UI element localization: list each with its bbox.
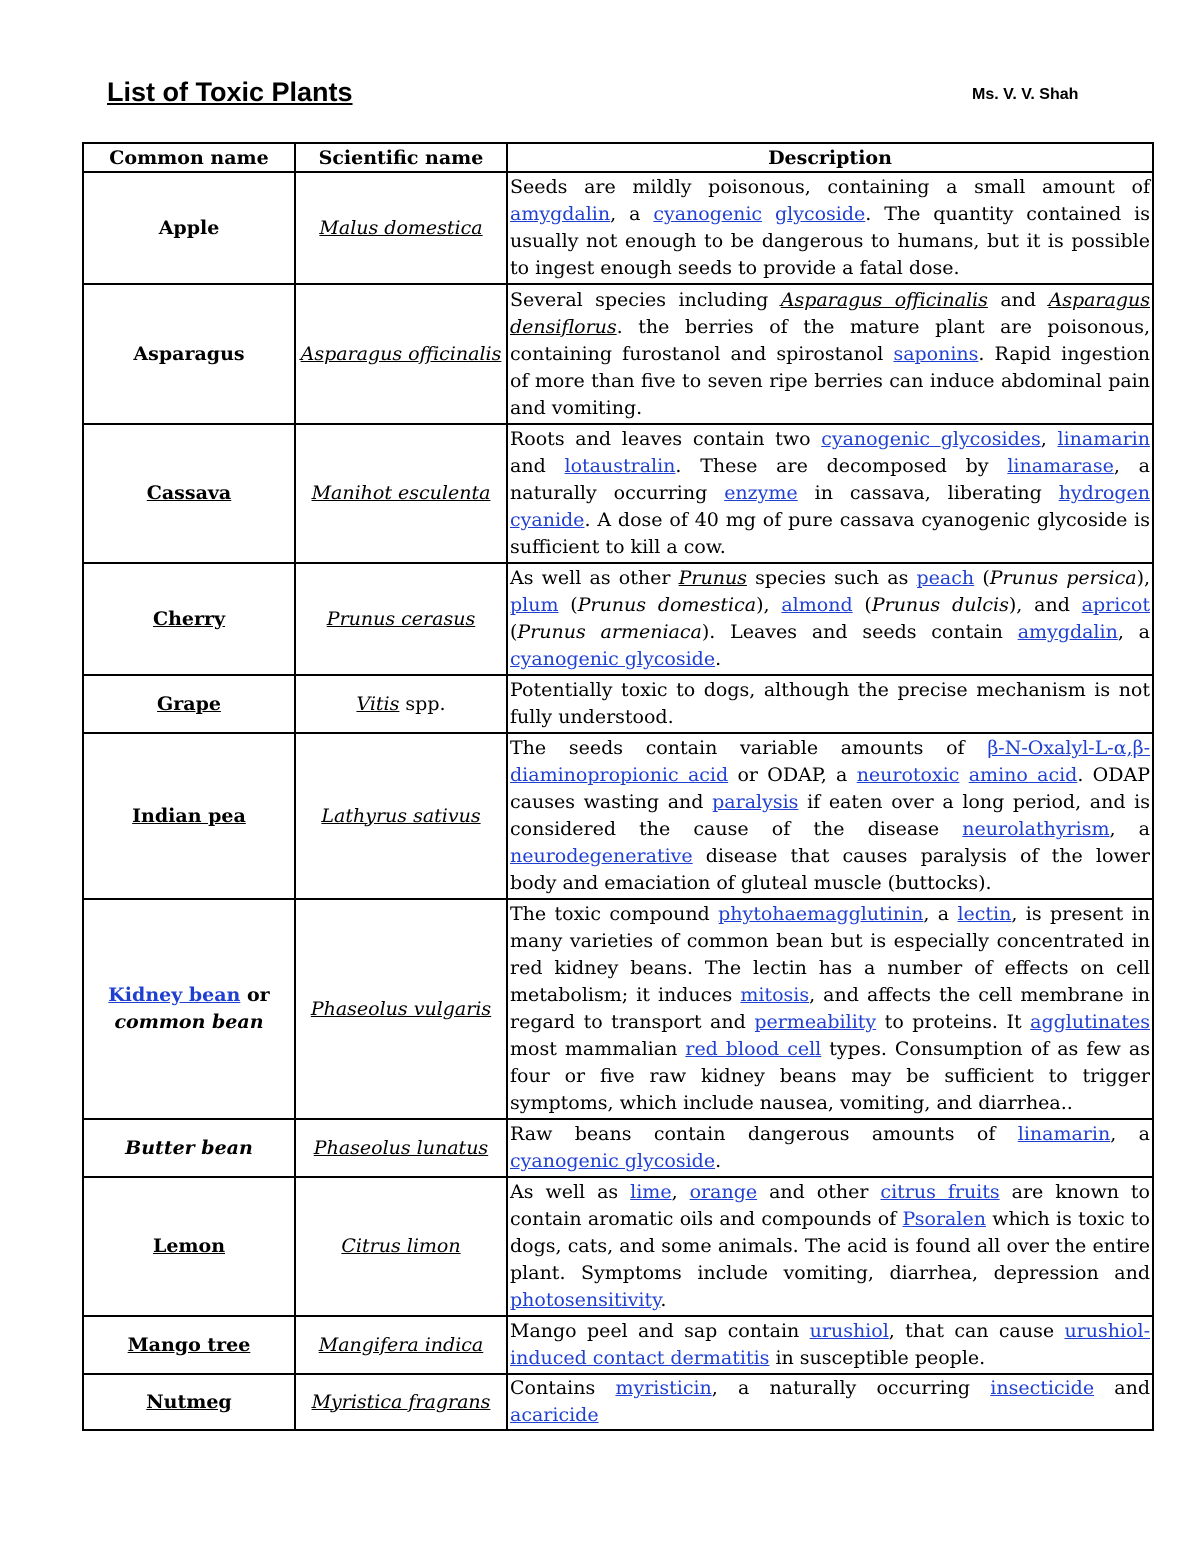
description-italic-text: Prunus dulcis [871, 594, 1009, 616]
table-row [83, 424, 1153, 563]
description-species-name: Asparagus densiflorus [510, 288, 1150, 338]
description-link[interactable]: saponins [893, 342, 979, 365]
description-text: ), [756, 594, 782, 616]
description-text: , and affects the cell membrane in regard to transport and [510, 984, 1151, 1033]
common-name-link[interactable]: Kidney bean [108, 984, 241, 1006]
description-text: , that can cause [888, 1320, 1065, 1342]
description-text: , [671, 1181, 690, 1203]
description-text: ( [974, 567, 990, 589]
description-link[interactable]: citrus fruits [880, 1181, 1000, 1203]
description-text: and [987, 288, 1049, 311]
description-text: Seeds are mildly poisonous, containing a small amount of [510, 176, 1150, 198]
common-name-text: Nutmeg [146, 1390, 232, 1413]
description-cell [507, 284, 1153, 424]
scientific-name-suffix: spp. [399, 692, 446, 715]
scientific-name-cell [295, 899, 507, 1119]
description-link[interactable]: amygdalin [510, 203, 611, 225]
common-name-text: Apple [158, 216, 220, 239]
common-name-cell [83, 675, 295, 733]
description-text: or ODAP, a [728, 764, 857, 786]
description-link[interactable]: lime [630, 1181, 672, 1203]
description-text: Potentially toxic to dogs, although the precise mechanism is not fully understood. [510, 679, 1150, 728]
description-link[interactable]: almond [781, 594, 853, 616]
common-name-text: Butter bean [125, 1136, 253, 1159]
common-name-cell [83, 1316, 295, 1374]
common-name-cell [83, 1119, 295, 1177]
description-link[interactable]: photosensitivity [510, 1289, 661, 1311]
description-link[interactable]: neurolathyrism [962, 818, 1110, 840]
column-header-description: Description [507, 143, 1153, 172]
table-row [83, 284, 1153, 424]
description-text: Several species including [510, 288, 781, 311]
description-text: ( [510, 621, 518, 643]
description-link[interactable]: linamarin [1057, 428, 1150, 450]
scientific-name-text: Asparagus officinalis [300, 342, 502, 365]
scientific-name-cell [295, 1374, 507, 1430]
description-text: , a [1109, 818, 1150, 840]
common-name-text: Asparagus [133, 342, 245, 365]
scientific-name-cell [295, 675, 507, 733]
description-link[interactable]: enzyme [724, 482, 798, 504]
common-name-cell [83, 284, 295, 424]
description-link[interactable]: mitosis [740, 984, 810, 1006]
common-name-cell [83, 424, 295, 563]
table-row [83, 675, 1153, 733]
description-text [959, 764, 968, 786]
description-text: , is present in many varieties of common bean but is especially concentrated in red kidney beans. The lectin has a number of effects on cell metabolism; it induces [510, 903, 1150, 1006]
scientific-name-text: Lathyrus sativus [321, 804, 481, 827]
description-link[interactable]: lotaustralin [564, 455, 676, 477]
description-link[interactable]: glycoside [774, 203, 866, 225]
table-header-row [83, 143, 1153, 172]
description-text: most mammalian [510, 1038, 686, 1060]
description-link[interactable]: paralysis [712, 791, 799, 813]
description-cell [507, 1316, 1153, 1374]
description-link[interactable]: insecticide [990, 1377, 1095, 1399]
common-name-text: Cassava [146, 482, 232, 504]
description-text: , a [1117, 621, 1150, 643]
description-text: ( [852, 594, 872, 616]
description-link[interactable]: acaricide [510, 1404, 599, 1426]
description-link[interactable]: cyanogenic glycoside [510, 648, 716, 670]
description-text: and [510, 455, 565, 477]
common-name-cell [83, 172, 295, 284]
scientific-name-cell [295, 733, 507, 899]
description-text: . [715, 1150, 722, 1172]
common-name-text: Cherry [152, 607, 226, 630]
description-link[interactable]: orange [689, 1181, 758, 1203]
description-cell [507, 733, 1153, 899]
description-link[interactable]: cyanogenic glycosides [821, 428, 1041, 450]
table-row [83, 1316, 1153, 1374]
description-text: ), and [1008, 594, 1082, 616]
description-text: The toxic compound [510, 903, 719, 925]
scientific-name-text: Phaseolus lunatus [313, 1136, 489, 1159]
description-text: Raw beans contain dangerous amounts of [510, 1123, 1018, 1145]
description-cell [507, 563, 1153, 675]
scientific-name-text: Vitis [356, 692, 400, 715]
description-species-name: Prunus [678, 567, 747, 589]
description-text: The seeds contain variable amounts of [510, 737, 988, 759]
description-text [762, 203, 775, 225]
table-row [83, 1119, 1153, 1177]
table-row [83, 1374, 1153, 1430]
scientific-name-cell [295, 172, 507, 284]
description-link[interactable]: agglutinates [1030, 1011, 1151, 1033]
description-link[interactable]: Psoralen [902, 1208, 986, 1230]
common-name-cell [83, 563, 295, 675]
description-text: ). Leaves and seeds contain [701, 621, 1018, 643]
description-link[interactable]: cyanogenic [653, 203, 763, 225]
description-text: and [1094, 1377, 1151, 1399]
table-row [83, 172, 1153, 284]
scientific-name-text: Phaseolus vulgaris [310, 997, 492, 1020]
description-text: , [1040, 428, 1058, 450]
description-text: ), [1136, 567, 1151, 589]
scientific-name-cell [295, 284, 507, 424]
description-text: As well as [510, 1181, 631, 1203]
description-link[interactable]: red blood cell [685, 1038, 822, 1060]
common-name-alternate: common bean [114, 1011, 264, 1033]
table-row [83, 563, 1153, 675]
common-name-cell [83, 733, 295, 899]
description-text: types. Consumption of as few as four or five raw kidney beans may be sufficient to trigger symptoms, which include nausea, vomiting, and diarrhea.. [510, 1038, 1150, 1114]
description-text: , a [923, 903, 958, 925]
description-cell [507, 172, 1153, 284]
table-body [83, 172, 1153, 1430]
description-cell [507, 424, 1153, 563]
scientific-name-cell [295, 1177, 507, 1316]
description-cell [507, 899, 1153, 1119]
document-title: List of Toxic Plants [107, 77, 353, 107]
table-row [83, 733, 1153, 899]
table-row [83, 1177, 1153, 1316]
common-name-text: Lemon [152, 1235, 226, 1257]
description-text: ( [558, 594, 578, 616]
common-name-text: Mango tree [127, 1333, 251, 1356]
description-link[interactable]: amygdalin [1017, 621, 1118, 643]
scientific-name-text: Malus domestica [319, 216, 483, 239]
scientific-name-text: Citrus limon [341, 1235, 461, 1257]
description-italic-text: Prunus persica [989, 567, 1137, 589]
description-link[interactable]: neurodegenerative [510, 845, 693, 867]
description-text: which is toxic to dogs, cats, and some animals. The acid is found all over the entire plant. Symptoms include vomiting, diarrhea, depression and [510, 1208, 1150, 1284]
description-text: , a naturally occurring [711, 1377, 991, 1399]
common-name-cell [83, 1374, 295, 1430]
description-text: , a [1110, 1123, 1150, 1145]
description-link[interactable]: plum [510, 594, 559, 616]
description-cell [507, 1119, 1153, 1177]
table-row [83, 899, 1153, 1119]
common-name-text: Grape [157, 692, 221, 715]
description-link[interactable]: urushiol [809, 1320, 889, 1342]
description-link[interactable]: hydrogen cyanide [510, 482, 1150, 531]
description-text: in susceptible people. [769, 1347, 986, 1369]
description-italic-text: Prunus domestica [577, 594, 757, 616]
description-text: Mango peel and sap contain [510, 1320, 810, 1342]
scientific-name-cell [295, 563, 507, 675]
scientific-name-cell [295, 424, 507, 563]
description-link[interactable]: peach [916, 567, 975, 589]
column-header-common-name: Common name [83, 143, 295, 172]
description-text: . Rapid ingestion of more than five to seven ripe berries can induce abdominal pain and vomiting. [510, 342, 1150, 419]
author-name: Ms. V. V. Shah [972, 86, 1079, 103]
description-link[interactable]: lectin [957, 903, 1012, 925]
description-text: , a [610, 203, 654, 225]
description-link[interactable]: urushiol-induced contact dermatitis [510, 1320, 1150, 1369]
description-text: As well as other [510, 567, 679, 589]
description-link[interactable]: amino acid [968, 764, 1078, 786]
scientific-name-text: Prunus cerasus [326, 607, 476, 630]
description-text: Roots and leaves contain two [510, 428, 822, 450]
description-link[interactable]: linamarase [1007, 455, 1114, 477]
description-link[interactable]: myristicin [615, 1377, 712, 1399]
scientific-name-cell [295, 1316, 507, 1374]
description-link[interactable]: permeability [754, 1011, 877, 1033]
description-text: , a naturally occurring [510, 455, 1150, 504]
description-link[interactable]: β-N-Oxalyl-L-α,β-diaminopropionic acid [510, 737, 1150, 786]
description-cell [507, 675, 1153, 733]
description-text: . A dose of 40 mg of pure cassava cyanogenic glycoside is sufficient to kill a cow. [510, 509, 1150, 558]
scientific-name-text: Myristica fragrans [311, 1390, 491, 1413]
common-name-cell [83, 899, 295, 1119]
scientific-name-text: Mangifera indica [318, 1333, 484, 1356]
description-text: disease that causes paralysis of the lower body and emaciation of gluteal muscle (buttocks). [510, 845, 1150, 894]
common-name-cell [83, 1177, 295, 1316]
description-link[interactable]: neurotoxic [856, 764, 960, 786]
description-link[interactable]: phytohaemagglutinin [718, 903, 924, 925]
description-text: species such as [746, 567, 917, 589]
toxic-plants-table [82, 142, 1154, 1431]
description-text: in cassava, liberating [797, 482, 1059, 504]
description-text: . [715, 648, 722, 670]
description-link[interactable]: cyanogenic glycoside [510, 1150, 716, 1172]
common-name-connector: or [240, 984, 270, 1006]
description-text: are known to contain aromatic oils and compounds of [510, 1181, 1150, 1230]
description-link[interactable]: linamarin [1017, 1123, 1111, 1145]
description-text: and other [757, 1181, 881, 1203]
scientific-name-cell [295, 1119, 507, 1177]
description-text: to proteins. It [876, 1011, 1031, 1033]
description-text: Contains [510, 1377, 616, 1399]
description-italic-text: Prunus armeniaca [517, 621, 702, 643]
description-text: . ODAP causes wasting and [510, 764, 1150, 813]
description-species-name: Asparagus officinalis [780, 288, 988, 311]
description-text: . These are decomposed by [675, 455, 1008, 477]
description-cell [507, 1374, 1153, 1430]
scientific-name-text: Manihot esculenta [311, 482, 491, 504]
description-link[interactable]: apricot [1081, 594, 1151, 616]
column-header-scientific-name: Scientific name [295, 143, 507, 172]
common-name-text: Indian pea [132, 804, 246, 827]
description-text: if eaten over a long period, and is considered the cause of the disease [510, 791, 1151, 840]
description-cell [507, 1177, 1153, 1316]
description-text: . the berries of the mature plant are poisonous, containing furostanol and spirostanol [510, 315, 1150, 365]
description-text: . The quantity contained is usually not enough to be dangerous to humans, but it is possible to ingest enough seeds to provide a fatal dose. [510, 203, 1150, 279]
description-text: . [660, 1289, 667, 1311]
